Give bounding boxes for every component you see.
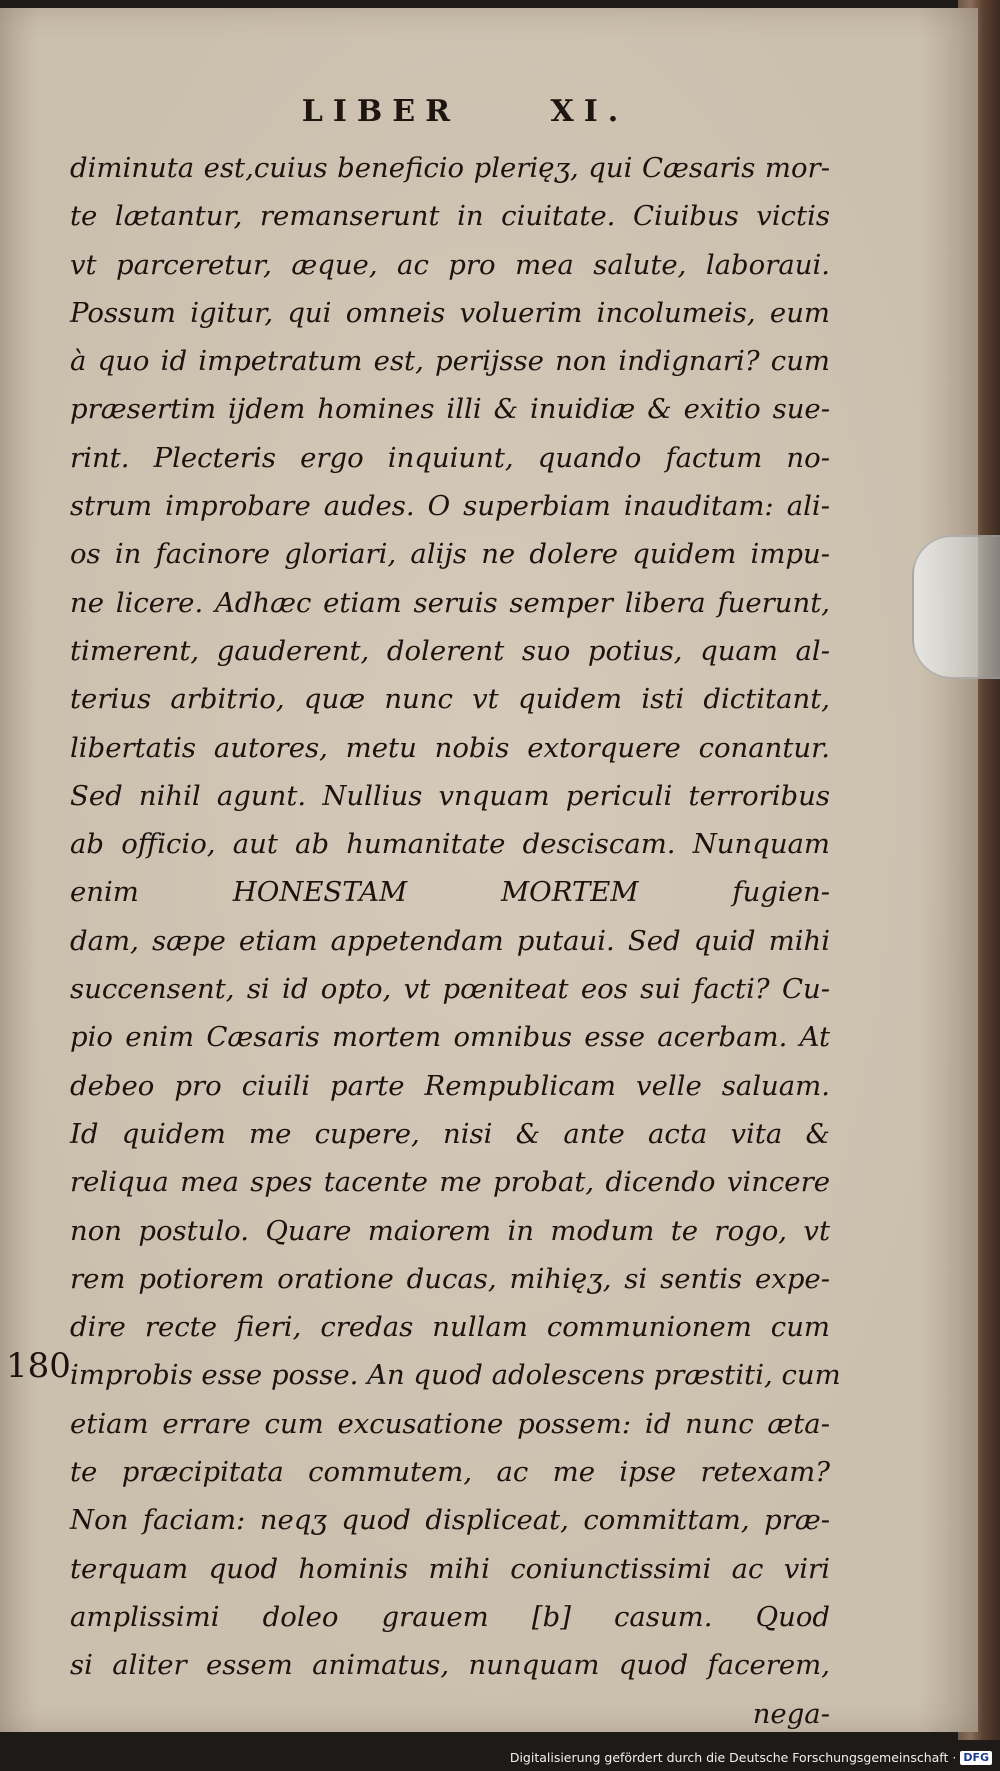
text-line: diminuta est,cuius beneficio plerięʒ, qui Cæsaris mor- [70, 152, 830, 184]
margin-number: 180 [6, 1346, 71, 1386]
text-line: dam, sæpe etiam appetendam putaui. Sed quid mihi [70, 924, 830, 957]
header-title: LIBER [301, 94, 461, 129]
text-line: si aliter essem animatus, nunquam quod facerem, [70, 1649, 830, 1682]
text-line: non postulo. Quare maiorem in modum te rogo, vt [70, 1214, 830, 1247]
text-line: enim HONESTAM MORTEM fugien- [70, 876, 830, 909]
text-line: reliqua mea spes tacente me probat, dicendo vincere [70, 1166, 830, 1199]
text-line: rem potiorem oratione ducas, mihięʒ, si sentis expe- [70, 1262, 830, 1295]
text-line: ab officio, aut ab humanitate desciscam. Nunquam [70, 828, 830, 861]
text-line: ne licere. Adhæc etiam seruis semper libera fuerunt, [70, 586, 830, 619]
dfg-logo: DFG [960, 1751, 992, 1765]
text-line: debeo pro ciuili parte Rempublicam velle saluam. [70, 1069, 830, 1102]
text-line: à quo id impetratum est, perijsse non indignari? cum [70, 345, 830, 378]
header-number: XI. [550, 94, 629, 129]
book-page [0, 8, 978, 1732]
text-line: strum improbare audes. O superbiam inauditam: ali- [70, 490, 830, 523]
text-line: libertatis autores, metu nobis extorquere conantur. [70, 731, 830, 764]
text-line: præsertim ijdem homines illi & inuidiæ & exitio sue- [70, 393, 830, 426]
footer-text: Digitalisierung gefördert durch die Deutsche Forschungsgemeinschaft · [509, 1750, 957, 1765]
text-line: os in facinore gloriari, alijs ne dolere quidem impu- [70, 538, 830, 571]
text-line: improbis esse posse. An quod adolescens præstiti, cum [70, 1359, 841, 1392]
text-line: nega- [752, 1697, 830, 1730]
text-line: succensent, si id opto, vt pœniteat eos sui facti? Cu- [70, 973, 830, 1006]
text-line: etiam errare cum excusatione possem: id nunc æta- [70, 1407, 830, 1440]
footer-credit [510, 1750, 992, 1765]
text-line: terquam quod hominis mihi coniunctissimi ac viri [70, 1552, 830, 1585]
text-line: Sed nihil agunt. Nullius vnquam periculi terroribus [70, 779, 830, 812]
text-line: pio enim Cæsaris mortem omnibus esse acerbam. At [70, 1021, 830, 1054]
text-line: timerent, gauderent, dolerent suo potius, quam al- [70, 634, 830, 667]
running-header [0, 94, 930, 129]
text-line: te præcipitata commutem, ac me ipse retexam? [70, 1456, 830, 1489]
text-line: Possum igitur, qui omneis voluerim incolumeis, eum [70, 296, 830, 329]
text-line: terius arbitrio, quæ nunc vt quidem isti dictitant, [70, 683, 830, 716]
text-line: vt parceretur, æque, ac pro mea salute, laboraui. [70, 248, 830, 281]
page-clip [912, 535, 1000, 679]
body-text [70, 144, 841, 1738]
text-line: te lætantur, remanserunt in ciuitate. Ciuibus victis [70, 200, 830, 233]
text-line: dire recte fieri, credas nullam communionem cum [70, 1311, 830, 1344]
text-line: amplissimi doleo grauem [b] casum. Quod [70, 1600, 830, 1633]
text-line: Non faciam: neqʒ quod displiceat, committam, præ- [70, 1504, 830, 1537]
text-line: Id quidem me cupere, nisi & ante acta vita & [70, 1117, 830, 1150]
text-line: rint. Plecteris ergo inquiunt, quando factum no- [70, 441, 830, 474]
